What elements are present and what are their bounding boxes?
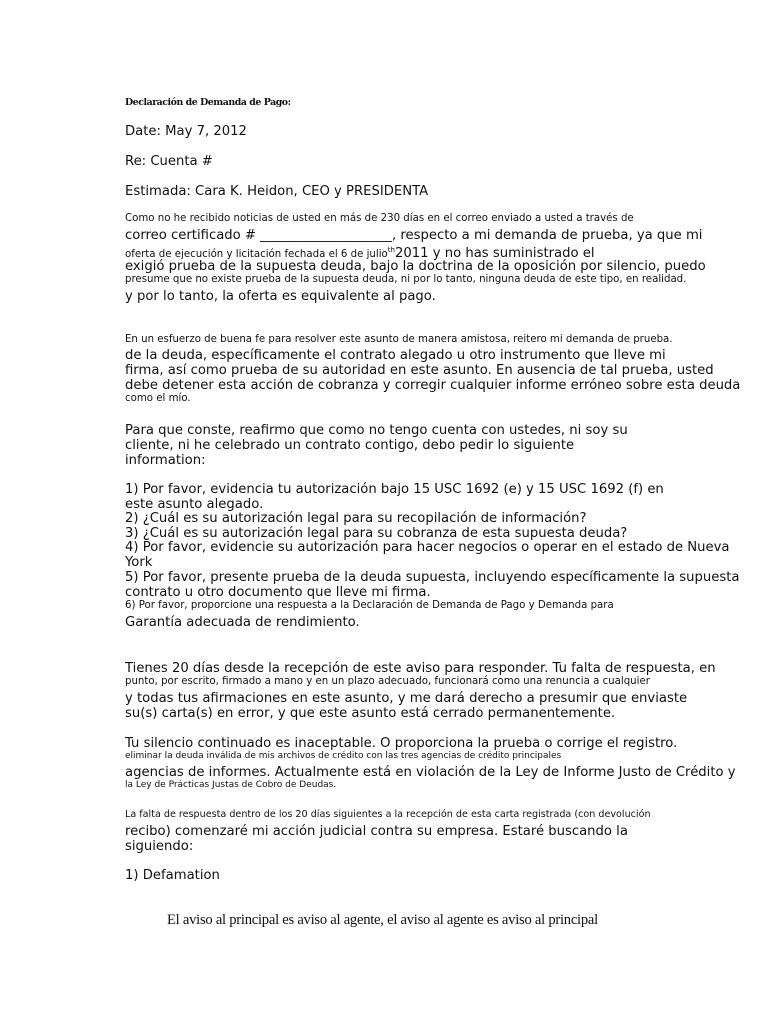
paragraph-1-line-4: exigió prueba de la supuesta deuda, bajo la doctrina de la oposición por silencio, puedo	[125, 259, 706, 274]
defamation-item: 1) Defamation	[125, 868, 220, 883]
paragraph-1-line-1: Como no he recibido noticias de usted en más de 230 días en el correo enviado a usted a través de	[125, 213, 634, 224]
paragraph-1-line-6: y por lo tanto, la oferta es equivalente al pago.	[125, 289, 436, 304]
list-item-1-line-1: 1) Por favor, evidencia tu autorización bajo 15 USC 1692 (e) y 15 USC 1692 (f) en	[125, 482, 664, 497]
paragraph-1-line-2: correo certificado # ____________________, respecto a mi demanda de prueba, ya que mi	[125, 228, 703, 243]
paragraph-5-line-2: eliminar la deuda inválida de mis archivos de crédito con las tres agencias de crédito principales	[125, 751, 562, 761]
list-item-5-line-1: 5) Por favor, presente prueba de la deuda supuesta, incluyendo específicamente la supuesta	[125, 570, 740, 585]
paragraph-5-line-3: agencias de informes. Actualmente está en violación de la Ley de Informe Justo de Crédito y	[125, 765, 736, 780]
paragraph-2-line-2: de la deuda, específicamente el contrato alegado u otro instrumento que lleve mi	[125, 348, 666, 363]
paragraph-6-line-1: La falta de respuesta dentro de los 20 días siguientes a la recepción de esta carta registrada (con devolución	[125, 809, 651, 820]
paragraph-3-line-3: information:	[125, 453, 206, 468]
paragraph-6-line-2: recibo) comenzaré mi acción judicial contra su empresa. Estaré buscando la	[125, 824, 628, 839]
document-title: Declaración de Demanda de Pago:	[125, 97, 291, 108]
offer-date-text: oferta de ejecución y licitación fechada el 6 de julio	[125, 249, 388, 260]
paragraph-2-line-4: debe detener esta acción de cobranza y corregir cualquier informe erróneo sobre esta deuda	[125, 378, 741, 393]
list-item-5-line-2: contrato u otro documento que lleve mi firma.	[125, 585, 431, 600]
paragraph-4-line-3: y todas tus afirmaciones en este asunto, y me dará derecho a presumir que enviaste	[125, 691, 688, 706]
paragraph-5-line-4: la Ley de Prácticas Justas de Cobro de Deudas.	[125, 780, 337, 790]
paragraph-4-line-4: su(s) carta(s) en error, y que este asunto está cerrado permanentemente.	[125, 706, 616, 721]
list-item-6-line-2: Garantía adecuada de rendimiento.	[125, 615, 360, 630]
list-item-4-line-1: 4) Por favor, evidencie su autorización para hacer negocios o operar en el estado de Nueva	[125, 540, 730, 555]
letter-date: Date: May 7, 2012	[125, 124, 247, 139]
letter-re-line: Re: Cuenta #	[125, 154, 213, 169]
paragraph-3-line-1: Para que conste, reafirmo que como no tengo cuenta con ustedes, ni soy su	[125, 423, 628, 438]
closing-maxim: El aviso al principal es aviso al agente, el aviso al agente es aviso al principal	[167, 912, 598, 928]
paragraph-6-line-3: siguiendo:	[125, 839, 194, 854]
paragraph-4-line-2: punto, por escrito, firmado a mano y en un plazo adecuado, funcionará como una renuncia a cualquier	[125, 676, 650, 687]
paragraph-5-line-1: Tu silencio continuado es inaceptable. O proporciona la prueba o corrige el registro.	[125, 736, 678, 751]
offer-year-text: 2011 y no has suministrado el	[394, 246, 595, 261]
paragraph-3-line-2: cliente, ni he celebrado un contrato contigo, debo pedir lo siguiente	[125, 438, 575, 453]
list-item-6-line-1: 6) Por favor, proporcione una respuesta a la Declaración de Demanda de Pago y Demanda para	[125, 600, 614, 611]
paragraph-2-line-3: firma, así como prueba de su autoridad en este asunto. En ausencia de tal prueba, usted	[125, 363, 714, 378]
paragraph-1-line-3	[125, 244, 595, 260]
letter-salutation: Estimada: Cara K. Heidon, CEO y PRESIDENTA	[125, 184, 429, 199]
paragraph-2-line-1: En un esfuerzo de buena fe para resolver este asunto de manera amistosa, reitero mi demanda de prueba.	[125, 334, 673, 345]
paragraph-2-line-5: como el mío.	[125, 393, 191, 404]
paragraph-4-line-1: Tienes 20 días desde la recepción de este aviso para responder. Tu falta de respuesta, en	[125, 661, 716, 676]
list-item-4-line-2: York	[125, 555, 153, 570]
list-item-1-line-2: este asunto alegado.	[125, 497, 264, 512]
list-item-2: 2) ¿Cuál es su autorización legal para su recopilación de información?	[125, 511, 587, 526]
list-item-3: 3) ¿Cuál es su autorización legal para su cobranza de esta supuesta deuda?	[125, 526, 628, 541]
paragraph-1-line-5: presume que no existe prueba de la supuesta deuda, ni por lo tanto, ninguna deuda de este tipo, en realidad.	[125, 274, 687, 285]
ordinal-suffix: th	[387, 246, 395, 254]
